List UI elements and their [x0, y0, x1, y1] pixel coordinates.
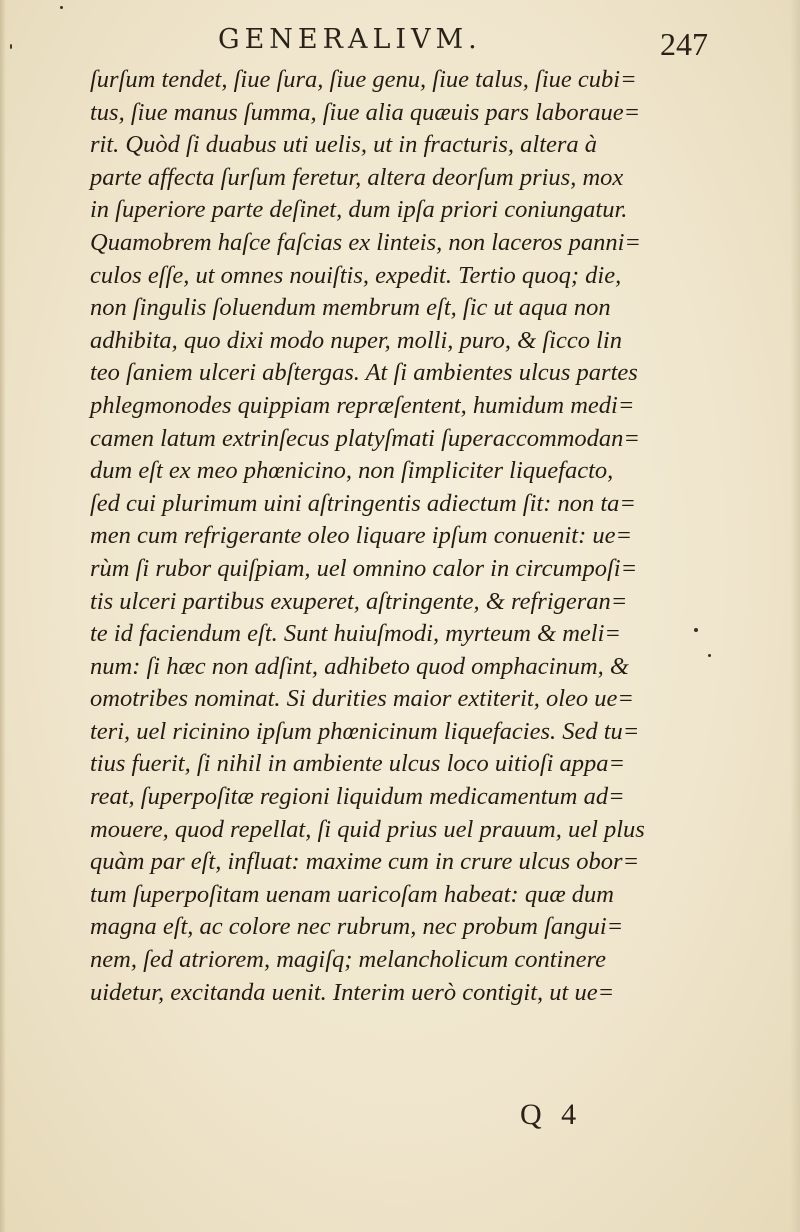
text-line: uidetur, excitanda uenit. Interim uerò contigit, ut ue= — [90, 978, 615, 1006]
page-number: 247 — [660, 26, 708, 62]
text-line: tis ulceri partibus exuperet, aſtringente, & refrigeran= — [90, 587, 628, 615]
text-line: in ſuperiore parte deſinet, dum ipſa priori coniungatur. — [90, 196, 628, 224]
text-line: reat, ſuperpoſitæ regioni liquidum medicamentum ad= — [90, 783, 625, 811]
page-gutter-shadow — [0, 0, 6, 1232]
text-line: tum ſuperpoſitam uenam uaricoſam habeat: quæ dum — [90, 880, 614, 908]
ink-speck — [694, 628, 698, 632]
text-line: Quamobrem haſce faſcias ex linteis, non laceros panni= — [90, 228, 641, 256]
page-edge-shadow — [790, 0, 800, 1232]
text-line: rùm ſi rubor quiſpiam, uel omnino calor in circumpoſi= — [90, 554, 638, 582]
text-line: ſurſum tendet, ſiue ſura, ſiue genu, ſiue talus, ſiue cubi= — [90, 66, 637, 93]
text-line: teri, uel ricinino ipſum phœnicinum liquefacies. Sed tu= — [90, 717, 640, 745]
text-line: num: ſi hæc non adſint, adhibeto quod omphacinum, & — [90, 652, 629, 680]
running-head: GENERALIVM. — [218, 24, 482, 55]
text-line: tius fuerit, ſi nihil in ambiente ulcus loco uitioſi appa= — [90, 750, 626, 778]
text-line: te id faciendum eſt. Sunt huiuſmodi, myrteum & meli= — [90, 620, 621, 648]
page-header — [0, 14, 800, 64]
text-line: adhibita, quo dixi modo nuper, molli, puro, & ſicco lin — [90, 326, 622, 354]
text-line: non ſingulis ſoluendum membrum eſt, ſic ut aqua non — [90, 294, 611, 322]
text-line: men cum refrigerante oleo liquare ipſum conuenit: ue= — [90, 522, 633, 550]
text-line: rit. Quòd ſi duabus uti uelis, ut in fracturis, altera à — [90, 131, 598, 159]
text-line: nem, ſed atriorem, magiſq; melancholicum continere — [90, 946, 606, 974]
text-line: omotribes nominat. Si durities maior extiterit, oleo ue= — [90, 685, 634, 713]
ink-speck — [60, 6, 63, 9]
text-line: ſed cui plurimum uini aſtringentis adiectum ſit: non ta= — [90, 489, 636, 517]
signature-mark: Q 4 — [520, 1098, 583, 1131]
text-line: mouere, quod repellat, ſi quid prius uel prauum, uel plus — [90, 815, 645, 843]
text-line: tus, ſiue manus ſumma, ſiue alia quæuis pars laboraue= — [90, 98, 641, 126]
text-line: camen latum extrinſecus platyſmati ſuperaccommodan= — [90, 424, 640, 452]
text-line: parte affecta ſurſum feretur, altera deorſum prius, mox — [90, 163, 624, 191]
text-line: magna eſt, ac colore nec rubrum, nec probum ſangui= — [90, 913, 624, 941]
text-line: culos eſſe, ut omnes nouiſtis, expedit. Tertio quoq; die, — [90, 261, 622, 289]
text-line: dum eſt ex meo phœnicino, non ſimpliciter liquefacto, — [90, 457, 614, 485]
text-line: phlegmonodes quippiam repræſentent, humidum medi= — [90, 391, 635, 419]
ink-speck — [10, 44, 12, 49]
text-line: teo ſaniem ulceri abſtergas. At ſi ambientes ulcus partes — [90, 359, 638, 387]
text-line: quàm par eſt, influat: maxime cum in crure ulcus obor= — [90, 848, 640, 876]
body-text-block — [90, 64, 690, 1009]
ink-speck — [708, 654, 711, 657]
